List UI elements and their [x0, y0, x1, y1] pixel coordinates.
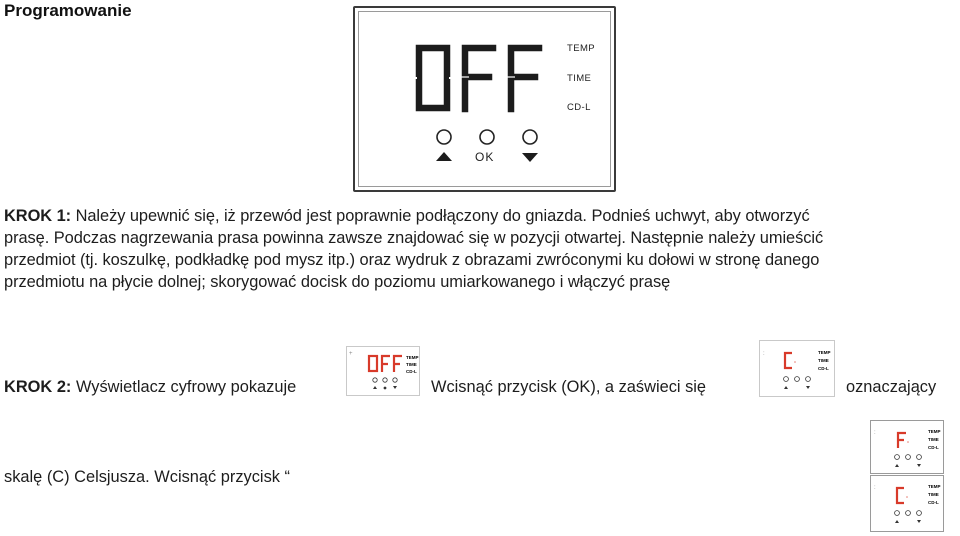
svg-text::: :: [763, 351, 765, 357]
thumb3-label-time: TIME: [928, 437, 939, 442]
thumb2-label-time: TIME: [818, 358, 829, 363]
step1-paragraph: [4, 205, 959, 293]
thumb3-label-temp: TEMP: [928, 429, 941, 434]
lcd-digit-f1: [465, 48, 493, 109]
lcd-digit-f2: [511, 48, 539, 109]
thumb2-label-temp: TEMP: [818, 350, 831, 355]
ok-label: OK: [475, 150, 495, 164]
label-cd-l: CD-L: [567, 102, 591, 113]
label-time: TIME: [567, 73, 592, 84]
step1-label: KROK 1:: [4, 207, 72, 225]
down-arrow-icon: [522, 153, 538, 162]
thumb1-label-time: TIME: [406, 362, 417, 367]
svg-text:°: °: [906, 496, 908, 502]
step1-text-1: Należy upewnić się, iż przewód jest poprawnie podłączony do gniazda. Podnieś uchwyt, aby otworzyć: [75, 207, 810, 225]
lcd-digit-o: [419, 48, 447, 108]
thumbnail-celsius-2: [870, 475, 944, 532]
control-panel-illustration: [353, 6, 616, 192]
thumb4-label-cdl: CD-L: [928, 500, 939, 505]
up-button-circle: [437, 130, 451, 144]
label-temp: TEMP: [567, 43, 595, 54]
thumbnail-off-graphic: [347, 347, 419, 395]
step1-line-2: prasę. Podczas nagrzewania prasa powinna zawsze znajdować się w pozycji otwartej. Następnie należy umieścić: [4, 229, 824, 247]
thumb4-label-temp: TEMP: [928, 484, 941, 489]
svg-text::: :: [874, 485, 876, 491]
thumbnail-fahrenheit: [870, 420, 944, 474]
page-title: Programowanie: [4, 1, 132, 20]
svg-text:°: °: [907, 441, 909, 447]
step2-text-c: oznaczający: [846, 378, 937, 396]
thumbnail-celsius: [759, 340, 835, 397]
thumbnail-celsius-graphic: [760, 341, 834, 396]
step2-label: KROK 2:: [4, 378, 72, 396]
step2-text-d: skalę (C) Celsjusza. Wcisnąć przycisk “: [4, 468, 290, 486]
thumb3-label-cdl: CD-L: [928, 445, 939, 450]
svg-text::: :: [874, 430, 876, 436]
step1-line-1: [4, 205, 959, 227]
thumbnail-off: [346, 346, 420, 396]
thumbnail-celsius-2-graphic: [871, 476, 943, 531]
step1-line-3: przedmiot (tj. koszulkę, podkładkę pod mysz itp.) oraz wydruk z obrazami zwróconymi ku dołowi w stronę danego: [4, 251, 820, 269]
down-button-circle: [523, 130, 537, 144]
step2-text-b: Wcisnąć przycisk (OK), a zaświeci się: [431, 378, 707, 396]
thumb2-label-cdl: CD-L: [818, 366, 829, 371]
svg-text:+: +: [349, 351, 353, 357]
up-arrow-icon: [436, 152, 452, 161]
step2-line: [4, 378, 296, 397]
thumb1-label-temp: TEMP: [406, 355, 419, 360]
svg-text:°: °: [794, 361, 796, 367]
thumb1-label-cdl: CD-L: [406, 369, 417, 374]
step2-text-a: Wyświetlacz cyfrowy pokazuje: [75, 378, 297, 396]
thumbnail-fahrenheit-graphic: [871, 421, 943, 473]
ok-button-circle: [480, 130, 494, 144]
step1-line-4: przedmiotu na płycie dolnej; skorygować docisk do poziomu umiarkowanego i włączyć prasę: [4, 273, 671, 291]
lcd-readout: [413, 43, 553, 115]
thumb4-label-time: TIME: [928, 492, 939, 497]
